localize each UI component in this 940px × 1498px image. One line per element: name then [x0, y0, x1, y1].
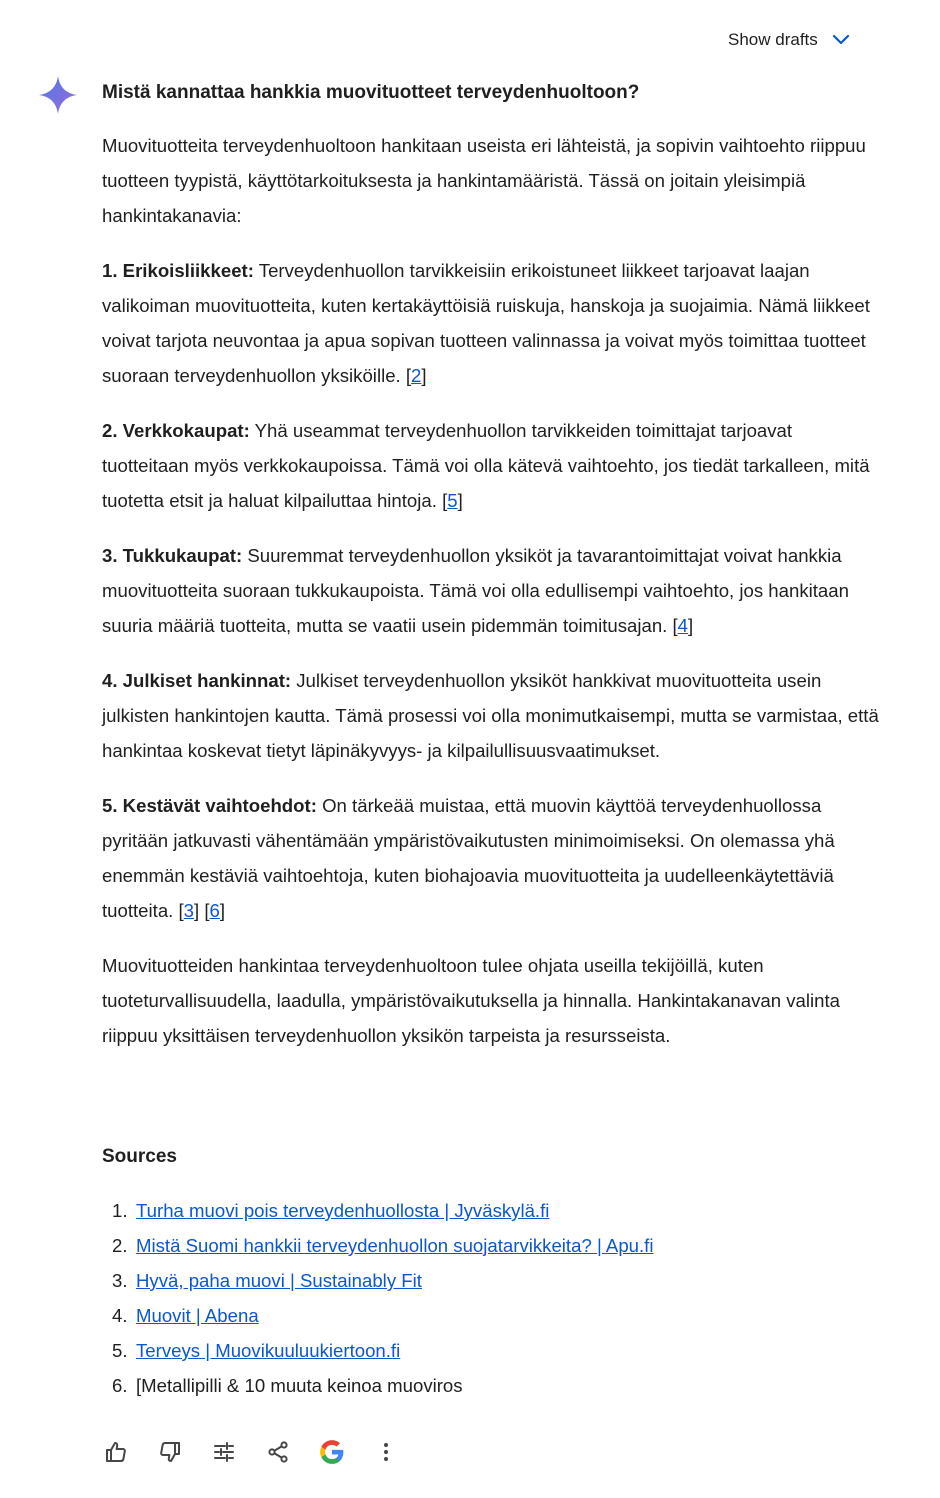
citation-link[interactable]: [6] [204, 900, 226, 921]
source-item [112, 1263, 653, 1298]
response-item-heading: 5. Kestävät vaihtoehdot: [102, 795, 317, 816]
gemini-sparkle-icon [38, 75, 78, 115]
source-item [112, 1193, 653, 1228]
google-icon[interactable] [318, 1436, 346, 1468]
source-text: [Metallipilli & 10 muuta keinoa muoviros [136, 1375, 463, 1396]
source-link[interactable]: Hyvä, paha muovi | Sustainably Fit [136, 1270, 422, 1291]
response-item-text: Suuremmat terveydenhuollon yksiköt ja tavarantoimittajat voivat hankkia muovituotteita suoraan tukkukaupoista. Tämä voi olla edullisempi vaihtoehto, jos hankitaan suuria määriä tuotteita, mutta se vaatii usein pidemmän toimitusajan. [102, 545, 849, 636]
response-item-text: On tärkeää muistaa, että muovin käyttöä terveydenhuollossa pyritään jatkuvasti vähentämään ympäristövaikutusten minimoimiseksi. On olemassa yhä enemmän kestäviä vaihtoehtoja, kuten biohajoavia muovituotteita ja uudelleenkäytettäviä tuotteita. [102, 795, 835, 921]
citation-number[interactable]: 3 [183, 900, 195, 921]
chevron-down-icon [832, 34, 850, 46]
source-number: 2. [112, 1235, 128, 1256]
citation-number[interactable]: 5 [447, 490, 458, 511]
source-item [112, 1368, 653, 1403]
conclusion-paragraph: Muovituotteiden hankintaa terveydenhuoltoon tulee ohjata useilla tekijöillä, kuten tuoteturvallisuudella, laadulla, ympäristövaikutuksella ja hinnalla. Hankintakanavan valinta riippuu yksittäisen terveydenhuollon yksikön tarpeista ja resursseista. [102, 955, 840, 1046]
response-item-heading: 3. Tukkukaupat: [102, 545, 243, 566]
thumbs-up-icon[interactable] [102, 1436, 130, 1468]
source-number: 5. [112, 1340, 128, 1361]
more-vert-icon[interactable] [372, 1436, 400, 1468]
response-item [102, 538, 880, 643]
user-question: Mistä kannattaa hankkia muovituotteet terveydenhuoltoon? [102, 82, 640, 103]
response-item [102, 663, 880, 768]
citation-link[interactable]: [2] [405, 365, 427, 386]
response-item-text: Julkiset terveydenhuollon yksiköt hankkivat muovituotteita usein julkisten hankintojen kautta. Tämä prosessi voi olla monimutkaisempi, mutta se varmistaa, että hankintaa koskevat tietyt läpinäkyvyys- ja kilpailullisuusvaatimukset. [102, 670, 879, 761]
source-link[interactable]: Muovit | Abena [136, 1305, 259, 1326]
show-drafts-button[interactable] [728, 30, 850, 50]
source-number: 3. [112, 1270, 128, 1291]
sources-heading: Sources [102, 1146, 177, 1167]
response-body [102, 128, 880, 1073]
citation-number[interactable]: 2 [411, 365, 422, 386]
source-link[interactable]: Terveys | Muovikuuluukiertoon.fi [136, 1340, 401, 1361]
response-item [102, 413, 880, 518]
response-item-text: Terveydenhuollon tarvikkeisiin erikoistuneet liikkeet tarjoavat laajan valikoiman muovituotteita, kuten kertakäyttöisiä ruiskuja, hanskoja ja suojaimia. Nämä liikkeet voivat tarjota neuvontaa ja apua sopivan tuotteen valinnassa ja voivat myös toimittaa tuotteet suoraan terveydenhuollon yksiköille. [102, 260, 870, 386]
citation-link[interactable]: [5] [442, 490, 463, 511]
citation-link[interactable]: [4] [672, 615, 694, 636]
citation-number[interactable]: 4 [677, 615, 689, 636]
source-number: 1. [112, 1200, 128, 1221]
response-item-heading: 1. Erikoisliikkeet: [102, 260, 254, 281]
response-actions [102, 1436, 426, 1468]
thumbs-down-icon[interactable] [156, 1436, 184, 1468]
citation-number[interactable]: 6 [209, 900, 220, 921]
source-number: 6. [112, 1375, 128, 1396]
sources-list [112, 1193, 653, 1403]
source-link[interactable]: Turha muovi pois terveydenhuollosta | Jyväskylä.fi [136, 1200, 550, 1221]
intro-paragraph: Muovituotteita terveydenhuoltoon hankitaan useista eri lähteistä, ja sopivin vaihtoehto riippuu tuotteen tyypistä, käyttötarkoituksesta ja hankintamääristä. Tässä on joitain yleisimpiä hankintakanavia: [102, 135, 866, 226]
show-drafts-label: Show drafts [728, 30, 818, 49]
source-number: 4. [112, 1305, 128, 1326]
response-item-heading: 2. Verkkokaupat: [102, 420, 250, 441]
response-item [102, 788, 880, 928]
source-item [112, 1228, 653, 1263]
response-item [102, 253, 880, 393]
response-item-heading: 4. Julkiset hankinnat: [102, 670, 292, 691]
response-item-text: Yhä useammat terveydenhuollon tarvikkeiden toimittajat tarjoavat tuotteitaan myös verkkokaupoissa. Tämä voi olla kätevä vaihtoehto, jos tiedät tarkalleen, mitä tuotetta etsit ja haluat kilpailuttaa hintoja. [102, 420, 870, 511]
modify-response-icon[interactable] [210, 1436, 238, 1468]
citation-link[interactable]: [3] [178, 900, 200, 921]
share-icon[interactable] [264, 1436, 292, 1468]
source-link[interactable]: Mistä Suomi hankkii terveydenhuollon suojatarvikkeita? | Apu.fi [136, 1235, 654, 1256]
source-item [112, 1298, 653, 1333]
source-item [112, 1333, 653, 1368]
